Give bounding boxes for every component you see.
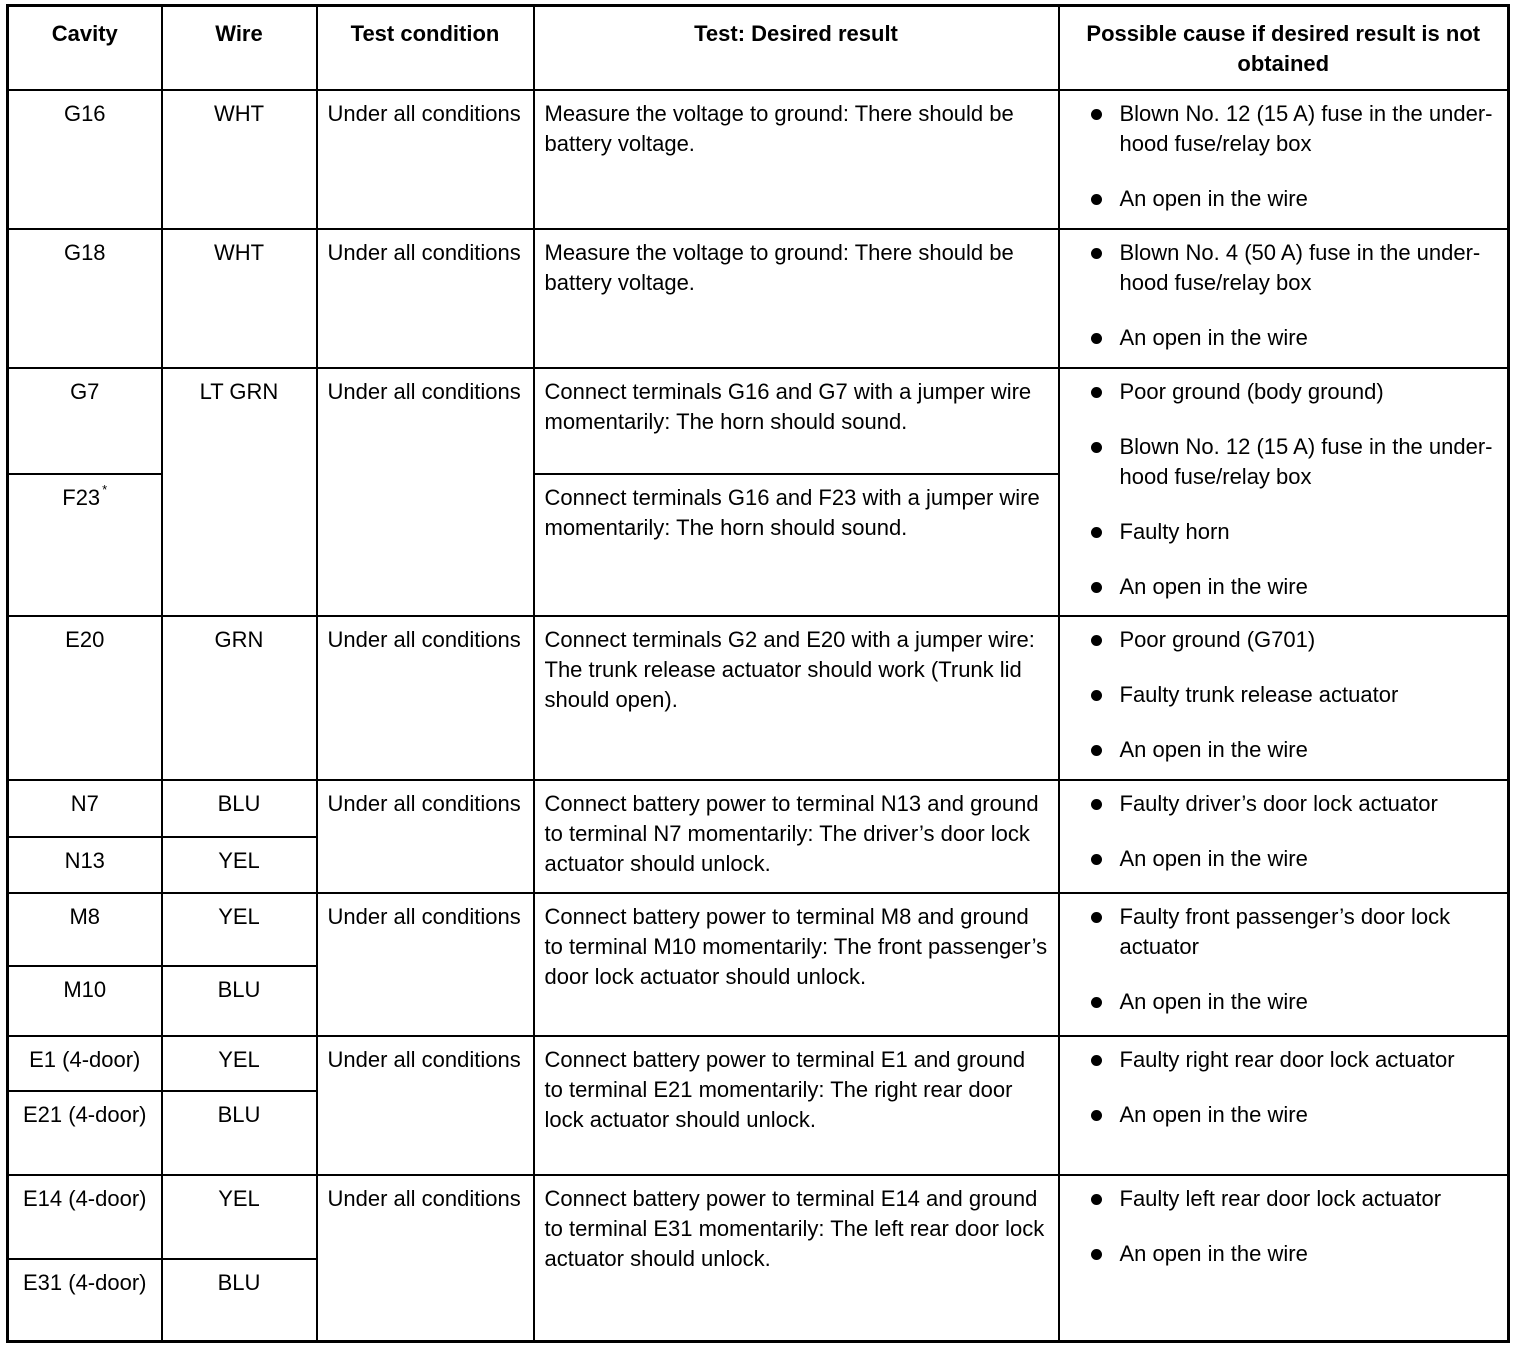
cause-text: An open in the wire	[1119, 736, 1308, 762]
cavity-label: N7	[70, 790, 99, 816]
cause-text: An open in the wire	[1119, 185, 1308, 211]
possible-cause-cell	[1059, 616, 1509, 780]
bullet-icon	[1091, 635, 1102, 646]
header-desired-result: Test: Desired result	[534, 6, 1059, 90]
bullet-icon	[1091, 194, 1102, 205]
bullet-icon	[1091, 442, 1102, 453]
bullet-icon	[1091, 997, 1102, 1008]
bullet-icon	[1091, 1110, 1102, 1121]
table-row	[8, 368, 1509, 474]
cavity-cell	[8, 966, 162, 1036]
cavity-label: E14 (4-door)	[22, 1185, 147, 1211]
wire-cell: YEL	[162, 1036, 317, 1091]
cavity-label: G16	[63, 100, 106, 126]
cause-list	[1070, 377, 1498, 602]
wire-cell: LT GRN	[162, 368, 317, 616]
bullet-icon	[1091, 248, 1102, 259]
desired-result-cell: Connect terminals G16 and F23 with a jumper wire momentarily: The horn should sound.	[534, 474, 1059, 616]
cause-text: An open in the wire	[1119, 845, 1308, 871]
cause-item	[1070, 680, 1498, 710]
cause-text: Faulty left rear door lock actuator	[1119, 1185, 1442, 1211]
wire-cell: BLU	[162, 780, 317, 837]
cavity-cell	[8, 90, 162, 229]
cavity-label: E20	[65, 626, 105, 652]
troubleshooting-table	[6, 4, 1510, 1343]
cause-item	[1070, 517, 1498, 547]
test-condition-cell: Under all conditions	[317, 780, 534, 893]
possible-cause-cell	[1059, 893, 1509, 1036]
test-condition-cell: Under all conditions	[317, 1036, 534, 1175]
header-wire: Wire	[162, 6, 317, 90]
table-row	[8, 893, 1509, 966]
wire-cell: WHT	[162, 229, 317, 368]
cavity-cell	[8, 1259, 162, 1342]
header-test-condition: Test condition	[317, 6, 534, 90]
table-row	[8, 229, 1509, 368]
cause-item	[1070, 789, 1498, 819]
test-condition-cell: Under all conditions	[317, 616, 534, 780]
cavity-cell	[8, 616, 162, 780]
cause-text: Faulty driver’s door lock actuator	[1119, 790, 1438, 816]
header-cavity: Cavity	[8, 6, 162, 90]
cause-list	[1070, 1045, 1498, 1130]
wire-cell: WHT	[162, 90, 317, 229]
test-condition-cell: Under all conditions	[317, 893, 534, 1036]
bullet-icon	[1091, 109, 1102, 120]
cavity-cell	[8, 474, 162, 616]
possible-cause-cell	[1059, 780, 1509, 893]
cavity-cell	[8, 229, 162, 368]
test-condition-cell: Under all conditions	[317, 90, 534, 229]
cause-item	[1070, 432, 1498, 492]
table-row	[8, 780, 1509, 837]
bullet-icon	[1091, 1194, 1102, 1205]
cause-item	[1070, 625, 1498, 655]
cause-text: Poor ground (body ground)	[1119, 378, 1384, 404]
cavity-label: M8	[69, 903, 101, 929]
cause-list	[1070, 238, 1498, 353]
possible-cause-cell	[1059, 368, 1509, 616]
table-row	[8, 1036, 1509, 1091]
cause-list	[1070, 1184, 1498, 1269]
bullet-icon	[1091, 912, 1102, 923]
desired-result-cell: Connect battery power to terminal N13 and ground to terminal N7 momentarily: The driver’s door lock actuator should unlock.	[534, 780, 1059, 893]
cavity-label: N13	[64, 847, 105, 873]
bullet-icon	[1091, 745, 1102, 756]
cause-item	[1070, 1184, 1498, 1214]
cause-list	[1070, 625, 1498, 765]
cavity-label: F23	[62, 484, 101, 510]
desired-result-cell: Connect terminals G2 and E20 with a jumper wire: The trunk release actuator should work (Trunk lid should open).	[534, 616, 1059, 780]
cavity-cell	[8, 1175, 162, 1259]
bullet-icon	[1091, 333, 1102, 344]
cause-item	[1070, 184, 1498, 214]
table-row	[8, 616, 1509, 780]
wire-cell: BLU	[162, 966, 317, 1036]
possible-cause-cell	[1059, 1036, 1509, 1175]
bullet-icon	[1091, 690, 1102, 701]
cavity-cell	[8, 837, 162, 893]
cavity-cell	[8, 1091, 162, 1175]
cause-text: Faulty front passenger’s door lock actuator	[1119, 903, 1451, 959]
cause-text: An open in the wire	[1119, 324, 1308, 350]
bullet-icon	[1091, 1249, 1102, 1260]
cause-text: An open in the wire	[1119, 1101, 1308, 1127]
desired-result-cell: Measure the voltage to ground: There should be battery voltage.	[534, 229, 1059, 368]
cause-text: Blown No. 12 (15 A) fuse in the under-hood fuse/relay box	[1119, 100, 1493, 156]
desired-result-cell: Connect battery power to terminal E1 and ground to terminal E21 momentarily: The right rear door lock actuator should unlock.	[534, 1036, 1059, 1175]
cause-list	[1070, 789, 1498, 874]
desired-result-cell: Measure the voltage to ground: There should be battery voltage.	[534, 90, 1059, 229]
footnote-marker: *	[102, 481, 108, 497]
possible-cause-cell	[1059, 229, 1509, 368]
test-condition-cell: Under all conditions	[317, 1175, 534, 1342]
header-row	[8, 6, 1509, 90]
cause-item	[1070, 987, 1498, 1017]
cause-item	[1070, 572, 1498, 602]
wire-cell: GRN	[162, 616, 317, 780]
cavity-cell	[8, 368, 162, 474]
possible-cause-cell	[1059, 1175, 1509, 1342]
cause-item	[1070, 902, 1498, 962]
table-row	[8, 90, 1509, 229]
cause-item	[1070, 1045, 1498, 1075]
bullet-icon	[1091, 527, 1102, 538]
bullet-icon	[1091, 799, 1102, 810]
cause-text: An open in the wire	[1119, 988, 1308, 1014]
test-condition-cell: Under all conditions	[317, 368, 534, 616]
cause-list	[1070, 902, 1498, 1017]
cause-item	[1070, 844, 1498, 874]
cavity-label: G7	[70, 378, 100, 404]
header-possible-cause: Possible cause if desired result is not obtained	[1059, 6, 1509, 90]
cavity-label: G18	[63, 239, 106, 265]
cause-text: Faulty horn	[1119, 518, 1230, 544]
cavity-cell	[8, 780, 162, 837]
cause-item	[1070, 377, 1498, 407]
bullet-icon	[1091, 582, 1102, 593]
table-row	[8, 1175, 1509, 1259]
desired-result-cell: Connect terminals G16 and G7 with a jumper wire momentarily: The horn should sound.	[534, 368, 1059, 474]
cause-text: Faulty right rear door lock actuator	[1119, 1046, 1455, 1072]
bullet-icon	[1091, 387, 1102, 398]
cause-text: Blown No. 4 (50 A) fuse in the under-hood fuse/relay box	[1119, 239, 1481, 295]
wire-cell: YEL	[162, 893, 317, 966]
cause-item	[1070, 1239, 1498, 1269]
bullet-icon	[1091, 854, 1102, 865]
desired-result-cell: Connect battery power to terminal M8 and ground to terminal M10 momentarily: The front passenger’s door lock actuator should unlock.	[534, 893, 1059, 1036]
cause-item	[1070, 238, 1498, 298]
cause-item	[1070, 323, 1498, 353]
cavity-label: E1 (4-door)	[29, 1046, 141, 1072]
wire-cell: BLU	[162, 1091, 317, 1175]
cause-text: An open in the wire	[1119, 573, 1308, 599]
desired-result-cell: Connect battery power to terminal E14 and ground to terminal E31 momentarily: The left rear door lock actuator should unlock.	[534, 1175, 1059, 1342]
cavity-cell	[8, 1036, 162, 1091]
cavity-label: M10	[63, 976, 107, 1002]
test-condition-cell: Under all conditions	[317, 229, 534, 368]
wire-cell: YEL	[162, 1175, 317, 1259]
cause-text: Blown No. 12 (15 A) fuse in the under-hood fuse/relay box	[1119, 433, 1493, 489]
bullet-icon	[1091, 1055, 1102, 1066]
cause-text: An open in the wire	[1119, 1240, 1308, 1266]
cause-item	[1070, 735, 1498, 765]
cause-item	[1070, 99, 1498, 159]
cause-item	[1070, 1100, 1498, 1130]
cause-text: Faulty trunk release actuator	[1119, 681, 1399, 707]
cavity-label: E31 (4-door)	[22, 1269, 147, 1295]
cavity-cell	[8, 893, 162, 966]
wire-cell: YEL	[162, 837, 317, 893]
cause-list	[1070, 99, 1498, 214]
cause-text: Poor ground (G701)	[1119, 626, 1316, 652]
cavity-label: E21 (4-door)	[22, 1101, 147, 1127]
wire-cell: BLU	[162, 1259, 317, 1342]
possible-cause-cell	[1059, 90, 1509, 229]
